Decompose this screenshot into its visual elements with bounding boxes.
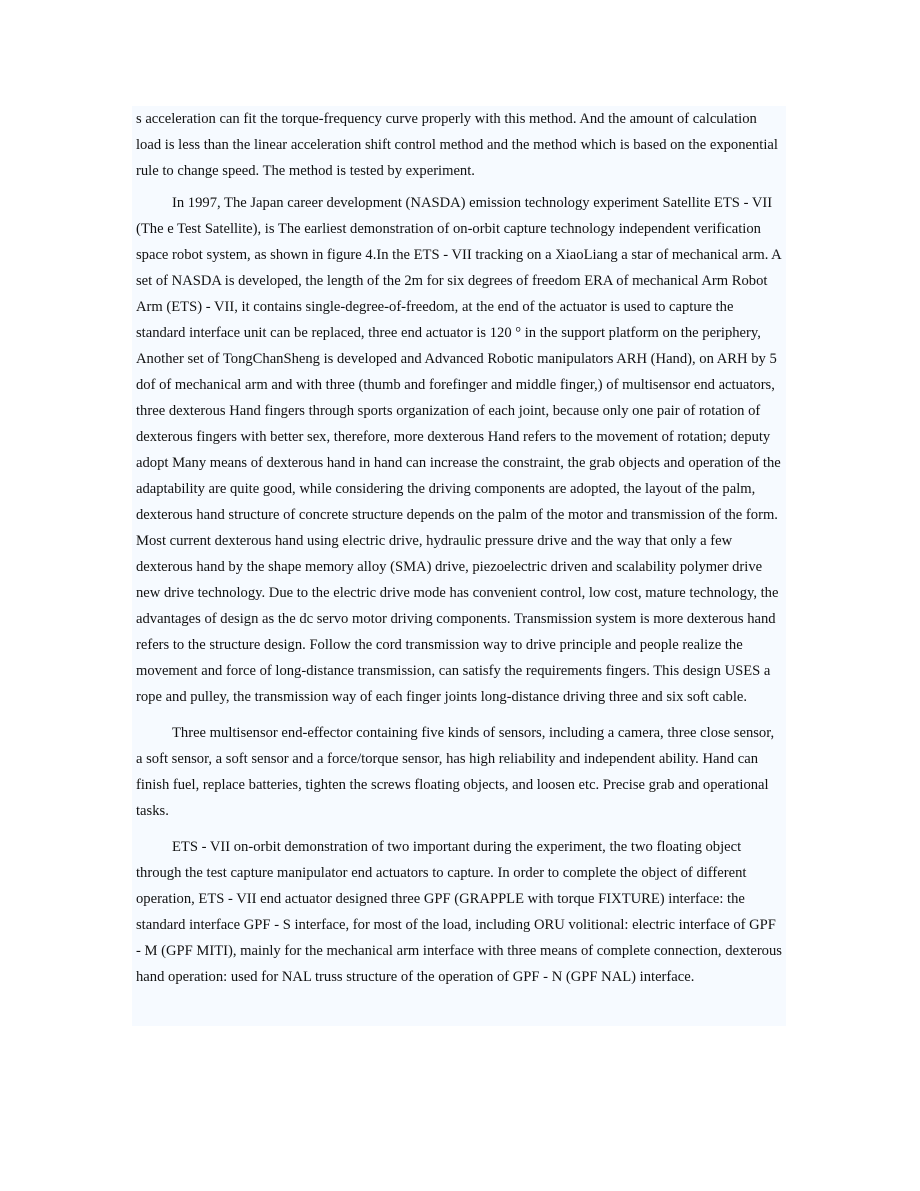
- paragraph-1: s acceleration can fit the torque-frequency curve properly with this method. And the amount of calculation load is less than the linear acceleration shift control method and the method which is based on the exponential rule to change speed. The method is tested by experiment.: [136, 111, 778, 179]
- body-text-block: [132, 106, 786, 1026]
- paragraph-2: In 1997, The Japan career development (NASDA) emission technology experiment Satellite ETS - VII (The e Test Satellite), is The earliest demonstration of on-orbit capture technology independent verification space robot system, as shown in figure 4.In the ETS - VII tracking on a XiaoLiang a star of mechanical arm. A set of NASDA is developed, the length of the 2m for six degrees of freedom ERA of mechanical Arm Robot Arm (ETS) - VII, it contains single-degree-of-freedom, at the end of the actuator is used to capture the standard interface unit can be replaced, three end actuator is 120 ° in the support platform on the periphery, Another set of TongChanSheng is developed and Advanced Robotic manipulators ARH (Hand), on ARH by 5 dof of mechanical arm and with three (thumb and forefinger and middle finger,) of multisensor end actuators, three dexterous Hand fingers through sports organization of each joint, because only one pair of rotation of dexterous fingers with better sex, therefore, more dexterous Hand refers to the movement of rotation; deputy adopt Many means of dexterous hand in hand can increase the constraint, the grab objects and operation of the adaptability are quite good, while considering the driving components are adopted, the layout of the palm, dexterous hand structure of concrete structure depends on the palm of the motor and transmission of the form. Most current dexterous hand using electric drive, hydraulic pressure drive and the way that only a few dexterous hand by the shape memory alloy (SMA) drive, piezoelectric driven and scalability polymer drive new drive technology. Due to the electric drive mode has convenient control, low cost, mature technology, the advantages of design as the dc servo motor driving components. Transmission system is more dexterous hand refers to the structure design. Follow the cord transmission way to drive principle and people realize the movement and force of long-distance transmission, can satisfy the requirements fingers. This design USES a rope and pulley, the transmission way of each finger joints long-distance driving three and six soft cable.: [136, 195, 781, 705]
- paragraph-3: Three multisensor end-effector containing five kinds of sensors, including a camera, three close sensor, a soft sensor, a soft sensor and a force/torque sensor, has high reliability and independent ability. Hand can finish fuel, replace batteries, tighten the screws floating objects, and loosen etc. Precise grab and operational tasks.: [136, 725, 775, 819]
- paragraph-4: ETS - VII on-orbit demonstration of two important during the experiment, the two floating object through the test capture manipulator end actuators to capture. In order to complete the object of different operation, ETS - VII end actuator designed three GPF (GRAPPLE with torque FIXTURE) interface: the standard interface GPF - S interface, for most of the load, including ORU volitional: electric interface of GPF - M (GPF MITI), mainly for the mechanical arm interface with three means of complete connection, dexterous hand operation: used for NAL truss structure of the operation of GPF - N (GPF NAL) interface.: [136, 839, 782, 985]
